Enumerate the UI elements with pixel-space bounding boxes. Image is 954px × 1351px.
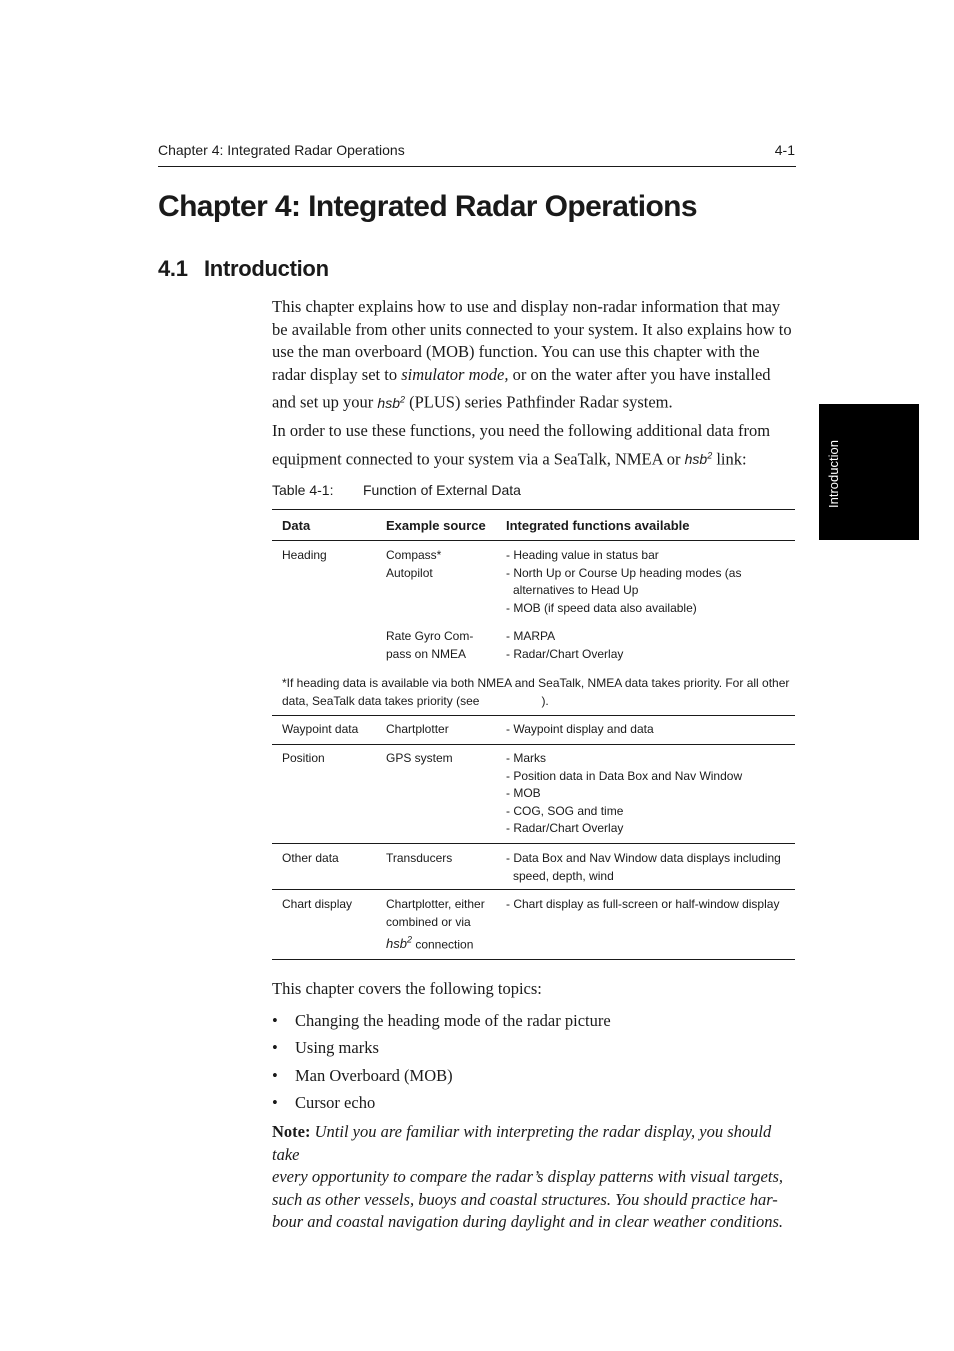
section-title	[158, 256, 329, 282]
hsb-product-mark	[386, 936, 412, 951]
table-header-source: Example source	[386, 518, 486, 533]
hsb-sup: 2	[406, 935, 412, 945]
text-run: ).	[541, 693, 549, 708]
text-line: use the man overboard (MOB) function. You can use this chapter with the	[272, 342, 760, 361]
text-run: or on the water after you have installed	[508, 364, 771, 384]
cell-line: - Heading value in status bar	[506, 548, 659, 562]
topics-list	[272, 1009, 611, 1118]
cell-chart-source	[386, 896, 485, 954]
table-rule	[272, 715, 795, 716]
text-line: be available from other units connected to your system. It also explains how to	[272, 319, 792, 339]
hsb-product-mark	[377, 395, 405, 411]
cell-line: - Radar/Chart Overlay	[506, 646, 624, 661]
cell-heading-functions-a	[506, 547, 741, 617]
emphasis: simulator mode,	[401, 364, 509, 384]
cell-line: - MARPA	[506, 629, 556, 643]
cell-heading-functions-b	[506, 628, 623, 663]
cell-waypoint-function: - Waypoint display and data	[506, 722, 654, 736]
cell-position-data: Position	[282, 751, 325, 765]
text-line: such as other vessels, buoys and coastal structures. You should practice har-	[272, 1189, 778, 1209]
hsb-sup: 2	[707, 450, 713, 461]
cell-waypoint-source: Chartplotter	[386, 722, 449, 736]
hsb-sup: 2	[399, 394, 405, 404]
cell-line: Rate Gyro Com-	[386, 629, 474, 643]
text-run: data, SeaTalk data takes priority (see	[282, 693, 480, 708]
running-header-title: Chapter 4: Integrated Radar Operations	[158, 142, 405, 158]
side-tab-label: Introduction	[826, 440, 841, 508]
section-number: 4.1	[158, 256, 188, 281]
cell-heading-source-b	[386, 628, 473, 663]
hsb-product-mark	[685, 451, 713, 467]
cell-position-functions	[506, 750, 742, 838]
note-label: Note:	[272, 1122, 311, 1141]
hsb-base: hsb	[377, 394, 400, 411]
cell-line: pass on NMEA	[386, 646, 467, 661]
cell-chart-function: - Chart display as full-screen or half-window display	[506, 897, 780, 911]
cell-line: Chartplotter, either	[386, 897, 485, 911]
cell-line	[386, 932, 485, 954]
cell-line: - Position data in Data Box and Nav Window	[506, 768, 743, 783]
header-rule	[158, 166, 796, 167]
list-item-text: Using marks	[295, 1038, 379, 1058]
list-item	[272, 1036, 611, 1063]
list-item	[272, 1091, 611, 1118]
table-rule	[272, 889, 795, 890]
cell-line: alternatives to Head Up	[513, 583, 639, 597]
cell-line: Autopilot	[386, 565, 433, 580]
list-item-text: Man Overboard (MOB)	[295, 1065, 453, 1085]
cell-line: - MOB (if speed data also available)	[506, 600, 697, 615]
text-run: Until you are familiar with interpreting the radar display, you should take	[272, 1122, 772, 1164]
list-item	[272, 1064, 611, 1091]
bullet: •	[272, 1092, 278, 1112]
topics-intro: This chapter covers the following topics:	[272, 979, 542, 998]
cell-heading-source-a	[386, 547, 441, 582]
table-rule	[272, 843, 795, 844]
text-run: (PLUS) series Pathfinder Radar system.	[405, 392, 673, 412]
text-run: radar display set to	[272, 364, 402, 384]
intro-paragraph-2	[272, 420, 796, 471]
text-line: every opportunity to compare the radar’s display patterns with visual targets,	[272, 1167, 784, 1186]
page-number: 4-1	[774, 142, 795, 158]
cell-other-functions	[506, 850, 781, 885]
cell-line: - MOB	[506, 786, 541, 800]
table-header-data: Data	[282, 518, 311, 533]
text-run: connection	[411, 937, 474, 952]
cell-line: Compass*	[386, 548, 442, 562]
bullet: •	[272, 1065, 278, 1085]
cell-line: - Data Box and Nav Window data displays including	[506, 851, 781, 865]
cell-line: - Radar/Chart Overlay	[506, 821, 624, 835]
text-line: This chapter explains how to use and display non-radar information that may	[272, 297, 781, 316]
table-rule	[272, 744, 795, 745]
hsb-base: hsb	[684, 451, 708, 468]
text-line: In order to use these functions, you need the following additional data from	[272, 421, 771, 440]
footnote-line: *If heading data is available via both NMEA and SeaTalk, NMEA data takes priority. For all other	[282, 676, 790, 690]
cell-line: - Marks	[506, 751, 546, 765]
section-title-text: Introduction	[204, 256, 329, 281]
text-line	[272, 445, 796, 471]
text-run: equipment connected to your system via a SeaTalk, NMEA or	[272, 449, 685, 469]
cell-other-source: Transducers	[386, 851, 453, 865]
cell-heading-data: Heading	[282, 548, 327, 562]
hsb-base: hsb	[386, 936, 407, 952]
list-item	[272, 1009, 611, 1036]
table-rule-header	[272, 540, 795, 541]
table-caption	[272, 482, 521, 498]
text-line: bour and coastal navigation during daylight and in clear weather conditions.	[272, 1212, 784, 1231]
table-rule-top	[272, 509, 795, 510]
intro-paragraph-1	[272, 296, 796, 414]
cell-other-data: Other data	[282, 851, 339, 865]
cell-line: combined or via	[386, 914, 471, 929]
note-paragraph	[272, 1121, 796, 1234]
table-footnote	[282, 675, 789, 710]
footnote-line	[282, 693, 789, 711]
table-caption-title: Function of External Data	[363, 482, 521, 498]
cell-chart-data: Chart display	[282, 897, 353, 911]
bullet: •	[272, 1011, 278, 1030]
text-run: and set up your	[272, 392, 378, 412]
list-item-text: Cursor echo	[295, 1092, 376, 1112]
cell-waypoint-data: Waypoint data	[282, 722, 359, 736]
cell-position-source: GPS system	[386, 751, 453, 765]
chapter-title: Chapter 4: Integrated Radar Operations	[158, 190, 697, 223]
text-run: link:	[712, 449, 747, 469]
list-item-text: Changing the heading mode of the radar picture	[295, 1011, 611, 1030]
cell-line: speed, depth, wind	[513, 868, 614, 883]
table-rule-bottom	[272, 959, 795, 960]
cell-line: - COG, SOG and time	[506, 803, 624, 818]
cell-line: - North Up or Course Up heading modes (as	[506, 565, 742, 580]
text-line	[272, 364, 796, 387]
text-line	[272, 388, 796, 414]
text-line	[272, 1121, 796, 1166]
table-header-functions: Integrated functions available	[506, 518, 690, 533]
bullet: •	[272, 1038, 278, 1058]
table-caption-label: Table 4-1:	[272, 482, 334, 498]
